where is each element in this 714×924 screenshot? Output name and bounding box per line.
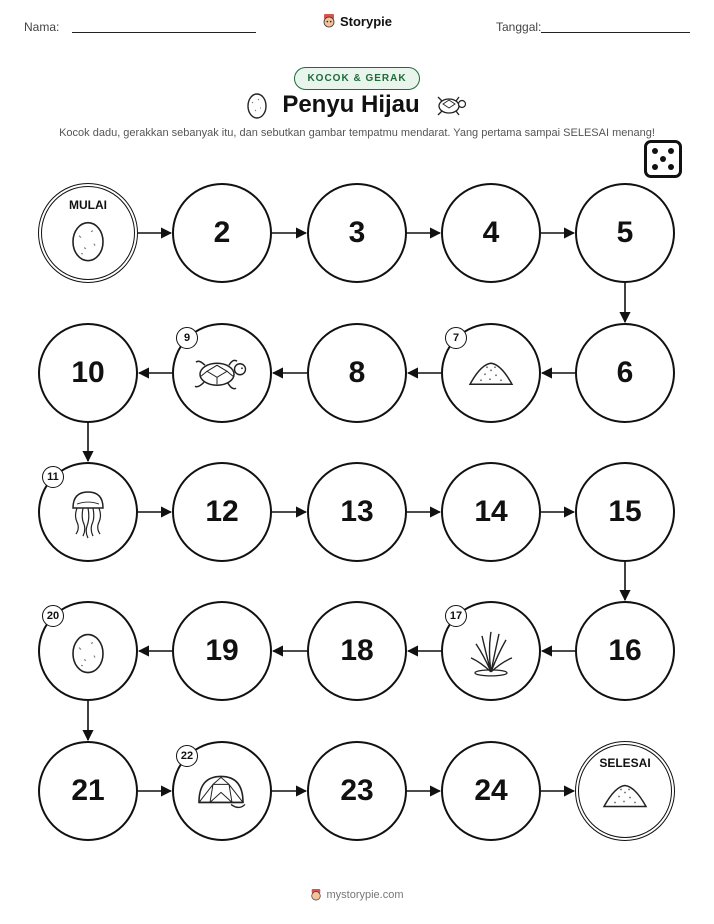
board-space-22 (172, 741, 272, 841)
footer (0, 888, 714, 905)
space-number: 5 (616, 216, 634, 249)
board-space-2 (172, 183, 272, 283)
space-number: 8 (348, 356, 366, 389)
mascot-icon (310, 888, 322, 902)
board-space-9 (172, 323, 272, 423)
sand-icon (601, 781, 649, 816)
board-space-8 (307, 323, 407, 423)
instructions: Kocok dadu, gerakkan sebanyak itu, dan sebutkan gambar tempatmu mendarat. Yang pertama sampai SELESAI menang! (59, 127, 655, 139)
space-number: 6 (616, 356, 634, 389)
board-space-19 (172, 601, 272, 701)
board-space-18 (307, 601, 407, 701)
board-space-5 (575, 183, 675, 283)
space-number-badge: 11 (42, 466, 64, 488)
space-number: 15 (608, 495, 642, 528)
finish-label: SELESAI (599, 756, 651, 770)
space-number: 4 (482, 216, 500, 249)
brand-name: Storypie (339, 13, 392, 29)
space-number-badge: 17 (445, 605, 467, 627)
board-space-17 (441, 601, 541, 701)
board-space-24 (441, 741, 541, 841)
board-space-15 (575, 462, 675, 562)
space-number: 18 (340, 634, 374, 667)
category-badge: KOCOK & GERAK (294, 67, 419, 90)
finish-space (575, 741, 675, 841)
date-label: Tanggal: (496, 20, 542, 34)
space-number: 23 (340, 774, 374, 807)
space-number: 19 (205, 634, 239, 667)
board-space-11 (38, 462, 138, 562)
board-space-12 (172, 462, 272, 562)
space-number-badge: 7 (445, 327, 467, 349)
board-space-23 (307, 741, 407, 841)
sand-icon (467, 358, 515, 393)
space-number: 12 (205, 495, 239, 528)
board-space-14 (441, 462, 541, 562)
board-space-3 (307, 183, 407, 283)
space-number: 10 (71, 356, 105, 389)
board-space-13 (307, 462, 407, 562)
egg-icon (69, 630, 107, 681)
space-number: 3 (348, 216, 366, 249)
start-label: MULAI (69, 198, 107, 212)
space-number: 16 (608, 634, 642, 667)
space-number: 24 (474, 774, 508, 807)
space-number: 21 (71, 774, 105, 807)
seagrass-icon (466, 628, 516, 683)
page-title: Penyu Hijau (282, 91, 420, 118)
board-space-20 (38, 601, 138, 701)
jellyfish-icon (68, 488, 108, 545)
board-space-10 (38, 323, 138, 423)
turtle-icon (193, 353, 251, 400)
footer-url: mystorypie.com (326, 889, 404, 901)
board-space-16 (575, 601, 675, 701)
space-number-badge: 20 (42, 605, 64, 627)
board-space-7 (441, 323, 541, 423)
space-number: 2 (213, 216, 231, 249)
space-number-badge: 22 (176, 745, 198, 767)
start-space (38, 183, 138, 283)
space-number: 14 (474, 495, 508, 528)
shell-icon (193, 770, 251, 819)
egg-icon (69, 218, 107, 269)
name-label: Nama: (24, 20, 60, 34)
space-number: 13 (340, 495, 374, 528)
board-space-6 (575, 323, 675, 423)
board-space-21 (38, 741, 138, 841)
board-space-4 (441, 183, 541, 283)
space-number-badge: 9 (176, 327, 198, 349)
